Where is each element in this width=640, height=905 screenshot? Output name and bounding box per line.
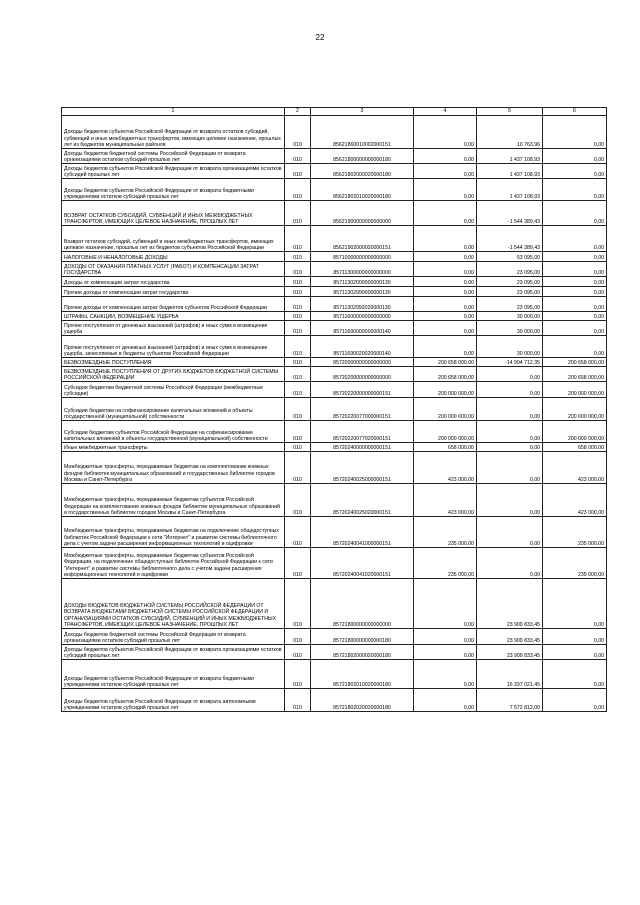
row-budget-code-cell: 85720240041000000151 xyxy=(311,517,414,548)
row-budget-code-cell: 85720220077020000151 xyxy=(311,421,414,443)
row-executed-cell: 1 437 108,93 xyxy=(477,149,543,164)
row-approved-cell: 200 658 000,00 xyxy=(414,358,477,367)
table-row xyxy=(62,164,607,179)
row-approved-cell: 658 000,00 xyxy=(414,443,477,452)
row-approved-cell: 0,00 xyxy=(414,149,477,164)
row-unexecuted-cell: 235 000,00 xyxy=(543,548,607,579)
row-name-cell: БЕЗВОЗМЕЗДНЫЕ ПОСТУПЛЕНИЯ xyxy=(62,358,285,367)
table-row xyxy=(62,149,607,164)
row-budget-code-cell: 85711302992020000130 xyxy=(311,297,414,312)
row-name-cell: Субсидии бюджетам на софинансирование капитальных вложений в объекты государственной (муниципальной) собственности xyxy=(62,398,285,421)
row-line-code-cell: 010 xyxy=(285,548,311,579)
row-executed-cell: 10 763,96 xyxy=(477,116,543,149)
row-name-cell: Прочие доходы от компенсации затрат государства xyxy=(62,287,285,297)
row-approved-cell: 0,00 xyxy=(414,277,477,287)
row-unexecuted-cell: 200 000 000,00 xyxy=(543,398,607,421)
row-budget-code-cell: 85621800000000000180 xyxy=(311,149,414,164)
row-budget-code-cell: 85621902000020000151 xyxy=(311,226,414,252)
row-unexecuted-cell: 0,00 xyxy=(543,149,607,164)
row-line-code-cell: 010 xyxy=(285,201,311,226)
row-budget-code-cell: 85621900000000000000 xyxy=(311,201,414,226)
row-line-code-cell: 010 xyxy=(285,287,311,297)
row-budget-code-cell: 85721802010020000180 xyxy=(311,660,414,689)
row-name-cell: Возврат остатков субсидий, субвенций и иных межбюджетных трансфертов, имеющих целевое назначение, прошлых лет из бюджетов субъектов Российской Федерации xyxy=(62,226,285,252)
row-budget-code-cell: 85720240025000000151 xyxy=(311,452,414,484)
table-row xyxy=(62,179,607,201)
table-row xyxy=(62,277,607,287)
table-row xyxy=(62,421,607,443)
row-name-cell: Межбюджетные трансферты, передаваемые бюджетам на подключение общедоступных библиотек Российской Федерации к сети "Интернет" и развитие системы библиотечного дела с учетом задачи расширения информационных технологий и оцифровки xyxy=(62,517,285,548)
table-row xyxy=(62,201,607,226)
row-unexecuted-cell: 200 658 000,00 xyxy=(543,358,607,367)
row-budget-code-cell: 85721802000020000180 xyxy=(311,645,414,660)
table-row xyxy=(62,312,607,321)
row-line-code-cell: 010 xyxy=(285,336,311,358)
row-budget-code-cell: 85721802020020000180 xyxy=(311,689,414,712)
row-approved-cell: 200 000 000,00 xyxy=(414,421,477,443)
row-name-cell: Доходы бюджетов субъектов Российской Федерации от возврата автономными учреждениями остатков субсидий прошлых лет xyxy=(62,689,285,712)
row-unexecuted-cell: 0,00 xyxy=(543,297,607,312)
row-executed-cell: 23 095,00 xyxy=(477,297,543,312)
table-row xyxy=(62,443,607,452)
row-name-cell: Доходы бюджетов субъектов Российской Федерации от возврата бюджетными учреждениями остатков субсидий прошлых лет xyxy=(62,179,285,201)
page-number: 22 xyxy=(315,33,325,42)
row-unexecuted-cell: 235 000,00 xyxy=(543,517,607,548)
row-name-cell: ВОЗВРАТ ОСТАТКОВ СУБСИДИЙ, СУБВЕНЦИЙ И ИНЫХ МЕЖБЮДЖЕТНЫХ ТРАНСФЕРТОВ, ИМЕЮЩИХ ЦЕЛЕВОЕ НАЗНАЧЕНИЕ, ПРОШЛЫХ ЛЕТ xyxy=(62,201,285,226)
row-approved-cell: 200 000 000,00 xyxy=(414,398,477,421)
row-budget-code-cell: 85720000000000000000 xyxy=(311,358,414,367)
row-line-code-cell: 010 xyxy=(285,252,311,262)
row-approved-cell: 0,00 xyxy=(414,689,477,712)
row-line-code-cell: 010 xyxy=(285,484,311,517)
row-approved-cell: 0,00 xyxy=(414,201,477,226)
row-executed-cell: 23 095,00 xyxy=(477,262,543,277)
row-approved-cell: 0,00 xyxy=(414,287,477,297)
row-name-cell: Доходы бюджетов бюджетной системы Российской Федерации от возврата организациями остатков субсидий прошлых лет xyxy=(62,629,285,645)
row-name-cell: Доходы бюджетов субъектов Российской Федерации от возврата организациями остатков субсидий прошлых лет xyxy=(62,645,285,660)
row-approved-cell: 423 000,00 xyxy=(414,484,477,517)
row-executed-cell: 0,00 xyxy=(477,452,543,484)
row-line-code-cell: 010 xyxy=(285,262,311,277)
row-executed-cell: 0,00 xyxy=(477,443,543,452)
table-row xyxy=(62,287,607,297)
row-budget-code-cell: 85711690000000000140 xyxy=(311,321,414,336)
table-row xyxy=(62,252,607,262)
row-name-cell: Иные межбюджетные трансферты xyxy=(62,443,285,452)
table-row xyxy=(62,382,607,398)
row-executed-cell: 0,00 xyxy=(477,382,543,398)
row-name-cell: Доходы бюджетов субъектов Российской Федерации от возврата остатков субсидий, субвенций и иных межбюджетных трансфертов, имеющих целевое назначение, прошлых лет из бюджетов муниципальных районов xyxy=(62,116,285,149)
row-name-cell: Прочие поступления от денежных взысканий (штрафов) и иных сумм в возмещение ущерба, зачисляемые в бюджеты субъектов Российской Федерации xyxy=(62,336,285,358)
row-unexecuted-cell: 658 000,00 xyxy=(543,443,607,452)
row-executed-cell: 7 572 812,00 xyxy=(477,689,543,712)
row-unexecuted-cell: 423 000,00 xyxy=(543,452,607,484)
row-unexecuted-cell: 0,00 xyxy=(543,277,607,287)
row-unexecuted-cell: 0,00 xyxy=(543,287,607,297)
row-executed-cell: 23 095,00 xyxy=(477,277,543,287)
table-row xyxy=(62,452,607,484)
row-line-code-cell: 010 xyxy=(285,321,311,336)
table-row xyxy=(62,484,607,517)
table-row xyxy=(62,645,607,660)
row-executed-cell: 23 095,00 xyxy=(477,287,543,297)
row-line-code-cell: 010 xyxy=(285,452,311,484)
row-name-cell: Межбюджетные трансферты, передаваемые бюджетам субъектов Российской Федерации, на подключение общедоступных библиотек Российской Федерации к сети "Интернет" и развитие системы библиотечного дела с учетом задачи расширения информационных технологий и оцифровки xyxy=(62,548,285,579)
column-header-5: 5 xyxy=(477,108,543,116)
row-budget-code-cell: 85621802000020000180 xyxy=(311,164,414,179)
table-row xyxy=(62,548,607,579)
row-unexecuted-cell: 0,00 xyxy=(543,226,607,252)
row-approved-cell: 0,00 xyxy=(414,252,477,262)
row-budget-code-cell: 85710000000000000000 xyxy=(311,252,414,262)
row-line-code-cell: 010 xyxy=(285,579,311,629)
row-name-cell: Доходы бюджетов субъектов Российской Федерации от возврата бюджетными учреждениями остатков субсидий прошлых лет xyxy=(62,660,285,689)
row-line-code-cell: 010 xyxy=(285,312,311,321)
row-executed-cell: 0,00 xyxy=(477,367,543,382)
row-approved-cell: 200 000 000,00 xyxy=(414,382,477,398)
row-line-code-cell: 010 xyxy=(285,226,311,252)
row-approved-cell: 235 000,00 xyxy=(414,517,477,548)
row-line-code-cell: 010 xyxy=(285,277,311,287)
row-approved-cell: 0,00 xyxy=(414,262,477,277)
table-row xyxy=(62,321,607,336)
table-row xyxy=(62,579,607,629)
row-line-code-cell: 010 xyxy=(285,421,311,443)
row-executed-cell: 1 437 108,93 xyxy=(477,179,543,201)
row-executed-cell: 0,00 xyxy=(477,398,543,421)
row-budget-code-cell: 85621860010002000151 xyxy=(311,116,414,149)
row-budget-code-cell: 85720240041020000151 xyxy=(311,548,414,579)
row-budget-code-cell: 85711300000000000000 xyxy=(311,262,414,277)
row-budget-code-cell: 85720200000000000000 xyxy=(311,367,414,382)
row-budget-code-cell: 85711690020020000140 xyxy=(311,336,414,358)
row-line-code-cell: 010 xyxy=(285,297,311,312)
row-line-code-cell: 010 xyxy=(285,116,311,149)
row-line-code-cell: 010 xyxy=(285,689,311,712)
row-unexecuted-cell: 200 000 000,00 xyxy=(543,382,607,398)
row-name-cell: Субсидии бюджетам субъектов Российской Федерации на софинансирование капитальных вложений в объекты государственной (муниципальной) собственности xyxy=(62,421,285,443)
row-executed-cell: 23 909 833,45 xyxy=(477,579,543,629)
row-approved-cell: 0,00 xyxy=(414,226,477,252)
row-budget-code-cell: 85720240025020000151 xyxy=(311,484,414,517)
column-header-4: 4 xyxy=(414,108,477,116)
row-name-cell: ШТРАФЫ, САНКЦИИ, ВОЗМЕЩЕНИЕ УЩЕРБА xyxy=(62,312,285,321)
row-unexecuted-cell: 0,00 xyxy=(543,689,607,712)
row-executed-cell: 30 000,00 xyxy=(477,336,543,358)
table-row xyxy=(62,629,607,645)
row-approved-cell: 0,00 xyxy=(414,164,477,179)
row-name-cell: Прочие поступления от денежных взысканий (штрафов) и иных сумм в возмещение ущерба xyxy=(62,321,285,336)
row-executed-cell: 53 095,00 xyxy=(477,252,543,262)
row-unexecuted-cell: 423 000,00 xyxy=(543,484,607,517)
row-line-code-cell: 010 xyxy=(285,660,311,689)
row-unexecuted-cell: 0,00 xyxy=(543,660,607,689)
row-executed-cell: 30 000,00 xyxy=(477,321,543,336)
row-unexecuted-cell: 0,00 xyxy=(543,629,607,645)
row-executed-cell: -1 544 389,43 xyxy=(477,226,543,252)
table-row xyxy=(62,689,607,712)
row-executed-cell: 23 909 833,45 xyxy=(477,629,543,645)
row-unexecuted-cell: 0,00 xyxy=(543,321,607,336)
row-line-code-cell: 010 xyxy=(285,367,311,382)
row-line-code-cell: 010 xyxy=(285,164,311,179)
row-approved-cell: 0,00 xyxy=(414,645,477,660)
row-executed-cell: 30 000,00 xyxy=(477,312,543,321)
row-name-cell: Доходы бюджетов бюджетной системы Российской Федерации от возврата организациями остатков субсидий прошлых лет xyxy=(62,149,285,164)
row-budget-code-cell: 85720240000000000151 xyxy=(311,443,414,452)
row-unexecuted-cell: 200 658 000,00 xyxy=(543,367,607,382)
table-row xyxy=(62,297,607,312)
row-line-code-cell: 010 xyxy=(285,179,311,201)
row-executed-cell: 1 437 108,93 xyxy=(477,164,543,179)
row-line-code-cell: 010 xyxy=(285,629,311,645)
row-budget-code-cell: 85720220077000000151 xyxy=(311,398,414,421)
table-row xyxy=(62,367,607,382)
row-approved-cell: 0,00 xyxy=(414,321,477,336)
row-unexecuted-cell: 0,00 xyxy=(543,579,607,629)
row-budget-code-cell: 85711302990000000130 xyxy=(311,287,414,297)
row-budget-code-cell: 85711302000000000130 xyxy=(311,277,414,287)
row-name-cell: ДОХОДЫ ОТ ОКАЗАНИЯ ПЛАТНЫХ УСЛУГ (РАБОТ) И КОМПЕНСАЦИИ ЗАТРАТ ГОСУДАРСТВА xyxy=(62,262,285,277)
row-approved-cell: 0,00 xyxy=(414,660,477,689)
row-approved-cell: 0,00 xyxy=(414,629,477,645)
row-executed-cell: 16 337 021,45 xyxy=(477,660,543,689)
row-approved-cell: 0,00 xyxy=(414,312,477,321)
table-row xyxy=(62,517,607,548)
column-header-3: 3 xyxy=(311,108,414,116)
column-header-1: 1 xyxy=(62,108,285,116)
row-approved-cell: 0,00 xyxy=(414,116,477,149)
report-table xyxy=(61,107,607,712)
column-header-6: 6 xyxy=(543,108,607,116)
row-name-cell: Субсидии бюджетам бюджетной системы Российской Федерации (межбюджетные субсидии) xyxy=(62,382,285,398)
row-unexecuted-cell: 0,00 xyxy=(543,116,607,149)
row-line-code-cell: 010 xyxy=(285,443,311,452)
row-unexecuted-cell: 0,00 xyxy=(543,179,607,201)
row-approved-cell: 423 000,00 xyxy=(414,452,477,484)
row-executed-cell: 0,00 xyxy=(477,517,543,548)
row-approved-cell: 0,00 xyxy=(414,179,477,201)
row-unexecuted-cell: 0,00 xyxy=(543,252,607,262)
row-name-cell: ДОХОДЫ БЮДЖЕТОВ БЮДЖЕТНОЙ СИСТЕМЫ РОССИЙСКОЙ ФЕДЕРАЦИИ ОТ ВОЗВРАТА БЮДЖЕТАМИ БЮДЖЕТНОЙ СИСТЕМЫ РОССИЙСКОЙ ФЕДЕРАЦИИ И ОРГАНИЗАЦИЯМИ ОСТАТКОВ СУБСИДИЙ, СУБВЕНЦИЙ И ИНЫХ МЕЖБЮДЖЕТНЫХ ТРАНСФЕРТОВ, ИМЕЮЩИХ ЦЕЛЕВОЕ НАЗНАЧЕНИЕ, ПРОШЛЫХ ЛЕТ xyxy=(62,579,285,629)
row-line-code-cell: 010 xyxy=(285,398,311,421)
row-name-cell: Доходы бюджетов субъектов Российской Федерации от возврата организациями остатков субсидий прошлых лет xyxy=(62,164,285,179)
row-approved-cell: 0,00 xyxy=(414,579,477,629)
row-unexecuted-cell: 0,00 xyxy=(543,164,607,179)
table-row xyxy=(62,116,607,149)
row-unexecuted-cell: 200 000 000,00 xyxy=(543,421,607,443)
row-approved-cell: 200 658 000,00 xyxy=(414,367,477,382)
row-name-cell: Межбюджетные трансферты, передаваемые бюджетам субъектов Российской Федерации на комплектование книжных фондов библиотек муниципальных образований и государственных библиотек городов Москвы и Санкт-Петербурга xyxy=(62,484,285,517)
row-unexecuted-cell: 0,00 xyxy=(543,312,607,321)
row-line-code-cell: 010 xyxy=(285,358,311,367)
table-row xyxy=(62,398,607,421)
row-executed-cell: 23 909 833,45 xyxy=(477,645,543,660)
row-budget-code-cell: 85621802010020000180 xyxy=(311,179,414,201)
row-line-code-cell: 010 xyxy=(285,517,311,548)
row-unexecuted-cell: 0,00 xyxy=(543,262,607,277)
row-executed-cell: -1 544 389,43 xyxy=(477,201,543,226)
row-name-cell: Доходы от компенсации затрат государства xyxy=(62,277,285,287)
row-line-code-cell: 010 xyxy=(285,645,311,660)
row-budget-code-cell: 85711600000000000000 xyxy=(311,312,414,321)
row-budget-code-cell: 85721800000000000000 xyxy=(311,579,414,629)
row-budget-code-cell: 85720220000000000151 xyxy=(311,382,414,398)
row-name-cell: Межбюджетные трансферты, передаваемые бюджетам на комплектование книжных фондов библиотек муниципальных образований и государственных библиотек городов Москвы и Санкт-Петербурга xyxy=(62,452,285,484)
row-approved-cell: 235 000,00 xyxy=(414,548,477,579)
table-row xyxy=(62,226,607,252)
table-row xyxy=(62,358,607,367)
row-unexecuted-cell: 0,00 xyxy=(543,201,607,226)
row-unexecuted-cell: 0,00 xyxy=(543,645,607,660)
table-row xyxy=(62,660,607,689)
table-row xyxy=(62,262,607,277)
row-name-cell: Прочие доходы от компенсации затрат бюджетов субъектов Российской Федерации xyxy=(62,297,285,312)
row-line-code-cell: 010 xyxy=(285,149,311,164)
row-executed-cell: 0,00 xyxy=(477,484,543,517)
row-name-cell: БЕЗВОЗМЕЗДНЫЕ ПОСТУПЛЕНИЯ ОТ ДРУГИХ БЮДЖЕТОВ БЮДЖЕТНОЙ СИСТЕМЫ РОССИЙСКОЙ ФЕДЕРАЦИИ xyxy=(62,367,285,382)
row-executed-cell: -14 994 712,35 xyxy=(477,358,543,367)
table-header-row xyxy=(62,108,607,116)
row-approved-cell: 0,00 xyxy=(414,336,477,358)
row-unexecuted-cell: 0,00 xyxy=(543,336,607,358)
row-line-code-cell: 010 xyxy=(285,382,311,398)
row-budget-code-cell: 85721800000000000180 xyxy=(311,629,414,645)
row-name-cell: НАЛОГОВЫЕ И НЕНАЛОГОВЫЕ ДОХОДЫ xyxy=(62,252,285,262)
column-header-2: 2 xyxy=(285,108,311,116)
row-executed-cell: 0,00 xyxy=(477,548,543,579)
row-executed-cell: 0,00 xyxy=(477,421,543,443)
table-row xyxy=(62,336,607,358)
row-approved-cell: 0,00 xyxy=(414,297,477,312)
